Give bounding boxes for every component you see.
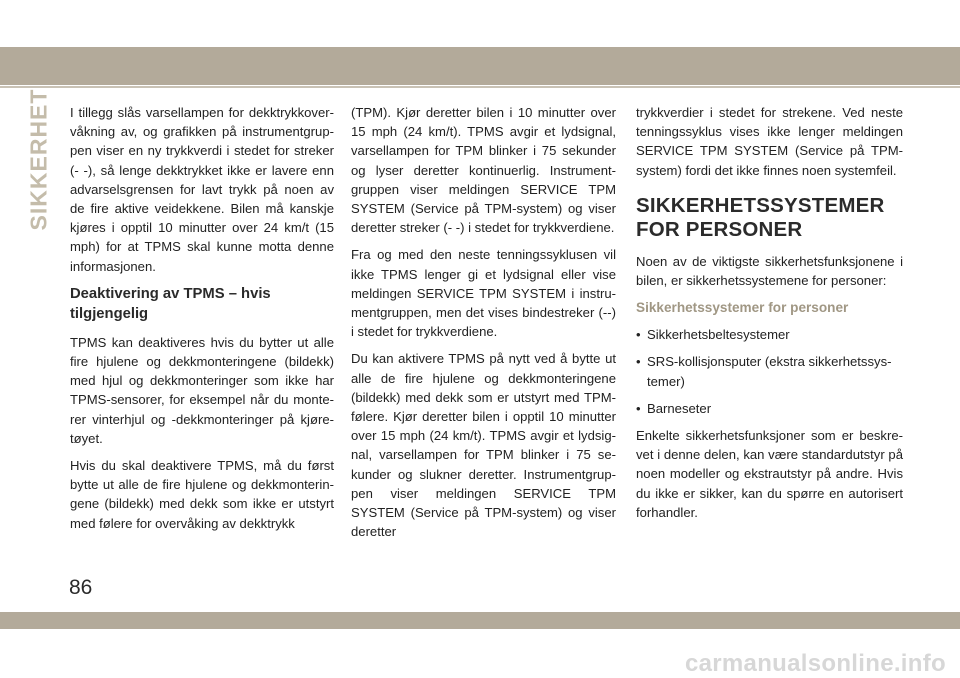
list-item-text: Sikkerhetsbeltesystemer: [647, 327, 790, 343]
paragraph: TPMS kan deaktiveres hvis du bytter ut alle fire hjulene og dekkmonteringene (bildekk) med hjul og dekkmonteringer som ikke har TPMS-sensorer, for eksempel når du monterer vinterhjul og -dekkmonteringer på kjøretøyet.: [70, 334, 334, 446]
chapter-heading-line-1: SIKKERHETSSYSTEMER: [636, 193, 885, 217]
bullet-icon: •: [636, 400, 641, 416]
paragraph: I tillegg slås varsellampen for dekktrykkovervåkning av, og grafikken på instrumentgruppen viser en ny trykkverdi i stedet for streker (- -), så lenge dekktrykket ikke er lavere enn advarselsgrensen for lavt trykk på noen av de fire aktive veidekkene. Bilen må kanskje kjøres i opptil 10 minutter over 24 km/t (15 mph) for at TPMS skal kunne motta denne informasjonen.: [70, 105, 334, 274]
list-item: [636, 399, 903, 418]
paragraph: trykkverdier i stedet for strekene. Ved neste tenningssyklus vises ikke lenger meldingen SERVICE TPM SYSTEM (Service på TPM-system) fordi det ikke finnes noen systemfeil.: [636, 105, 903, 178]
list-item-text: Barneseter: [647, 400, 712, 416]
text-column-3: [636, 103, 903, 530]
chapter-heading-line-2: FOR PERSONER: [636, 217, 803, 241]
header-band: [0, 47, 960, 85]
page-number: 86: [69, 576, 93, 599]
paragraph: Enkelte sikkerhetsfunksjoner som er beskrevet i denne delen, kan være standardutstyr på noen modeller og ekstrautstyr på andre. Hvis du ikke er sikker, kan du spørre en autorisert forhandler.: [636, 428, 903, 520]
bullet-icon: •: [636, 327, 641, 343]
chapter-heading: [636, 194, 903, 242]
text-column-1: [70, 103, 334, 541]
footer-band: [0, 612, 960, 629]
list-item: [636, 325, 903, 344]
paragraph: Fra og med den neste tenningssyklusen vil ikke TPMS lenger gi et lydsignal eller vise meldingen SERVICE TPM SYSTEM i instrumentgruppen, men det vises bindestreker (--) i stedet for trykkverdiene.: [351, 247, 616, 340]
bullet-icon: •: [636, 354, 641, 370]
watermark-text: carmanualsonline.info: [684, 650, 946, 677]
section-tab-label: SIKKERHET: [25, 88, 52, 230]
paragraph: (TPM). Kjør deretter bilen i 10 minutter over 15 mph (24 km/t). TPMS avgir et lydsignal, varsellampen for TPM blinker i 75 sekunder og lyser deretter kontinuerlig. Instrumentgruppen viser meldingen SERVICE TPM SYSTEM (Service på TPM-system) og viser deretter streker (- -) i stedet for trykkverdiene.: [351, 105, 616, 236]
list-item-text: SRS-kollisjonsputer (ekstra sikkerhetssystemer): [647, 354, 892, 389]
bullet-list: [636, 325, 903, 418]
text-column-2: [351, 103, 616, 549]
section-heading: Deaktivering av TPMS – hvis tilgjengelig: [70, 285, 271, 322]
header-rule: [0, 86, 960, 88]
list-item: [636, 352, 903, 390]
paragraph: Hvis du skal deaktivere TPMS, må du først bytte ut alle de fire hjulene og dekkmonteringene (bildekk) med dekk som ikke er utstyrt med følere for overvåking av dekktrykk: [70, 458, 334, 531]
subsection-heading: Sikkerhetssystemer for personer: [636, 300, 849, 316]
section-tab: [22, 88, 56, 230]
paragraph: Noen av de viktigste sikkerhetsfunksjonene i bilen, er sikkerhetssystemene for personer:: [636, 253, 903, 289]
paragraph: Du kan aktivere TPMS på nytt ved å bytte ut alle de fire hjulene og dekkmonteringene (bildekk) med dekk som er utstyrt med TPM-følere. Kjør deretter bilen i opptil 10 minutter over 15 mph (24 km/t). TPMS avgir et lydsignal, varsellampen for TPM blinker i 75 sekunder og slukner deretter. Instrumentgruppen viser meldingen SERVICE TPM SYSTEM (Service på TPM-system) og viser deretter: [351, 351, 616, 540]
